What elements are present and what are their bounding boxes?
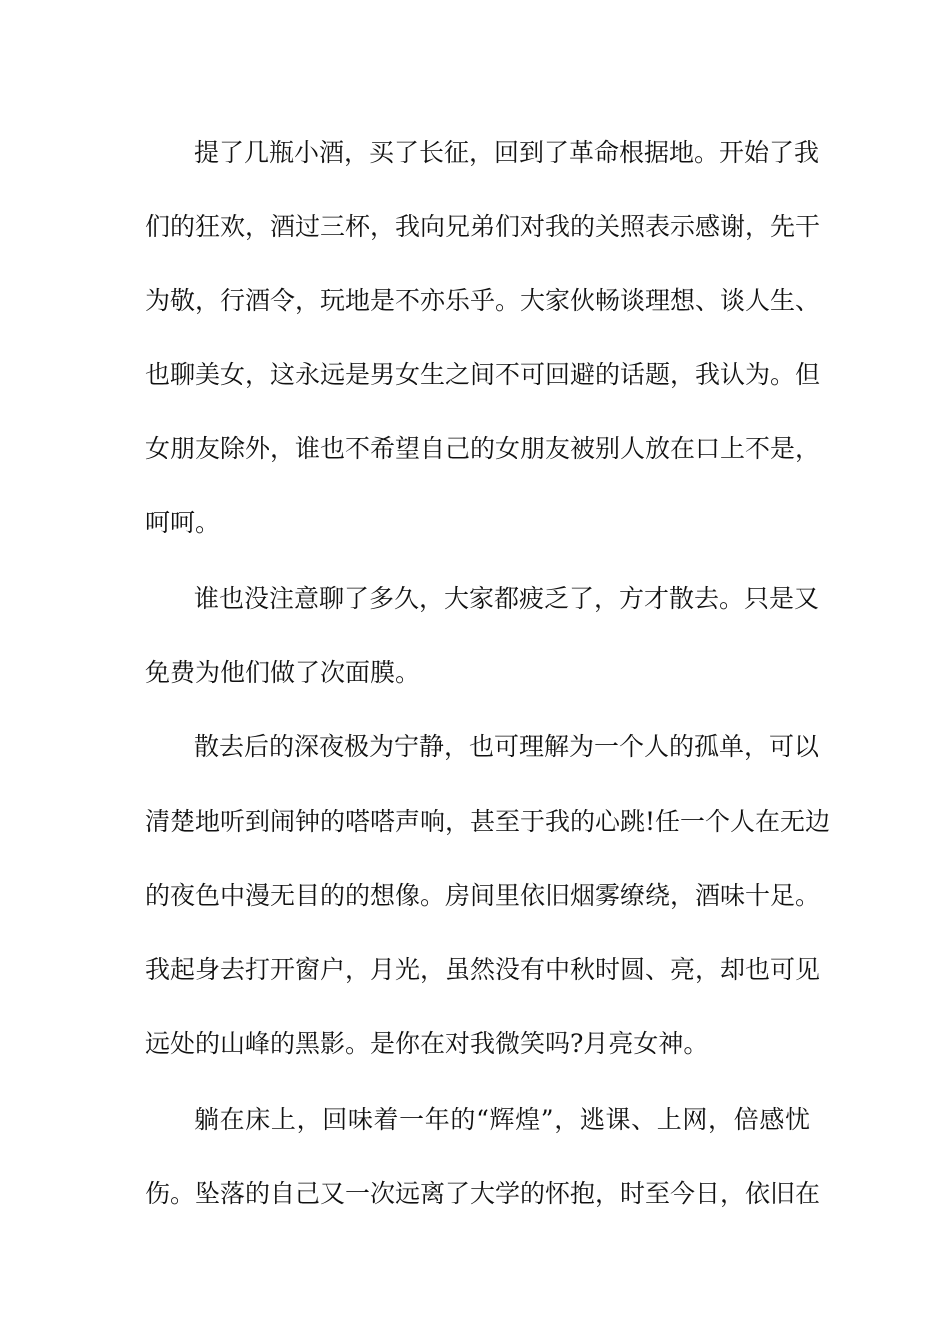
paragraph-3-line-1: 散去后的深夜极为宁静，也可理解为一个人的孤单，可以 bbox=[194, 732, 820, 761]
paragraph-1-line-6: 呵呵。 bbox=[145, 508, 221, 537]
paragraph-2-line-1: 谁也没注意聊了多久，大家都疲乏了，方才散去。只是又 bbox=[194, 584, 820, 613]
paragraph-3-line-5: 远处的山峰的黑影。是你在对我微笑吗?月亮女神。 bbox=[145, 1029, 709, 1058]
paragraph-1-line-3: 为敬，行酒令，玩地是不亦乐乎。大家伙畅谈理想、谈人生、 bbox=[145, 286, 821, 315]
paragraph-4-line-2: 伤。坠落的自己又一次远离了大学的怀抱，时至今日，依旧在 bbox=[145, 1179, 821, 1208]
paragraph-3-line-4: 我起身去打开窗户，月光，虽然没有中秋时圆、亮，却也可见 bbox=[145, 955, 821, 984]
paragraph-3-line-2: 清楚地听到闹钟的嗒嗒声响，甚至于我的心跳!任一个人在无边 bbox=[145, 807, 831, 836]
paragraph-3-line-3: 的夜色中漫无目的的想像。房间里依旧烟雾缭绕，酒味十足。 bbox=[145, 881, 821, 910]
paragraph-1-line-1: 提了几瓶小酒，买了长征，回到了革命根据地。开始了我 bbox=[194, 138, 820, 167]
paragraph-2-line-2: 免费为他们做了次面膜。 bbox=[145, 658, 421, 687]
paragraph-1-line-2: 们的狂欢，酒过三杯，我向兄弟们对我的关照表示感谢，先干 bbox=[145, 212, 821, 241]
paragraph-4-line-1: 躺在床上，回味着一年的“辉煌”，逃课、上网，倍感忧 bbox=[194, 1105, 810, 1134]
paragraph-1-line-4: 也聊美女，这永远是男女生之间不可回避的话题，我认为。但 bbox=[145, 360, 821, 389]
paragraph-1-line-5: 女朋友除外，谁也不希望自己的女朋友被别人放在口上不是， bbox=[145, 434, 821, 463]
